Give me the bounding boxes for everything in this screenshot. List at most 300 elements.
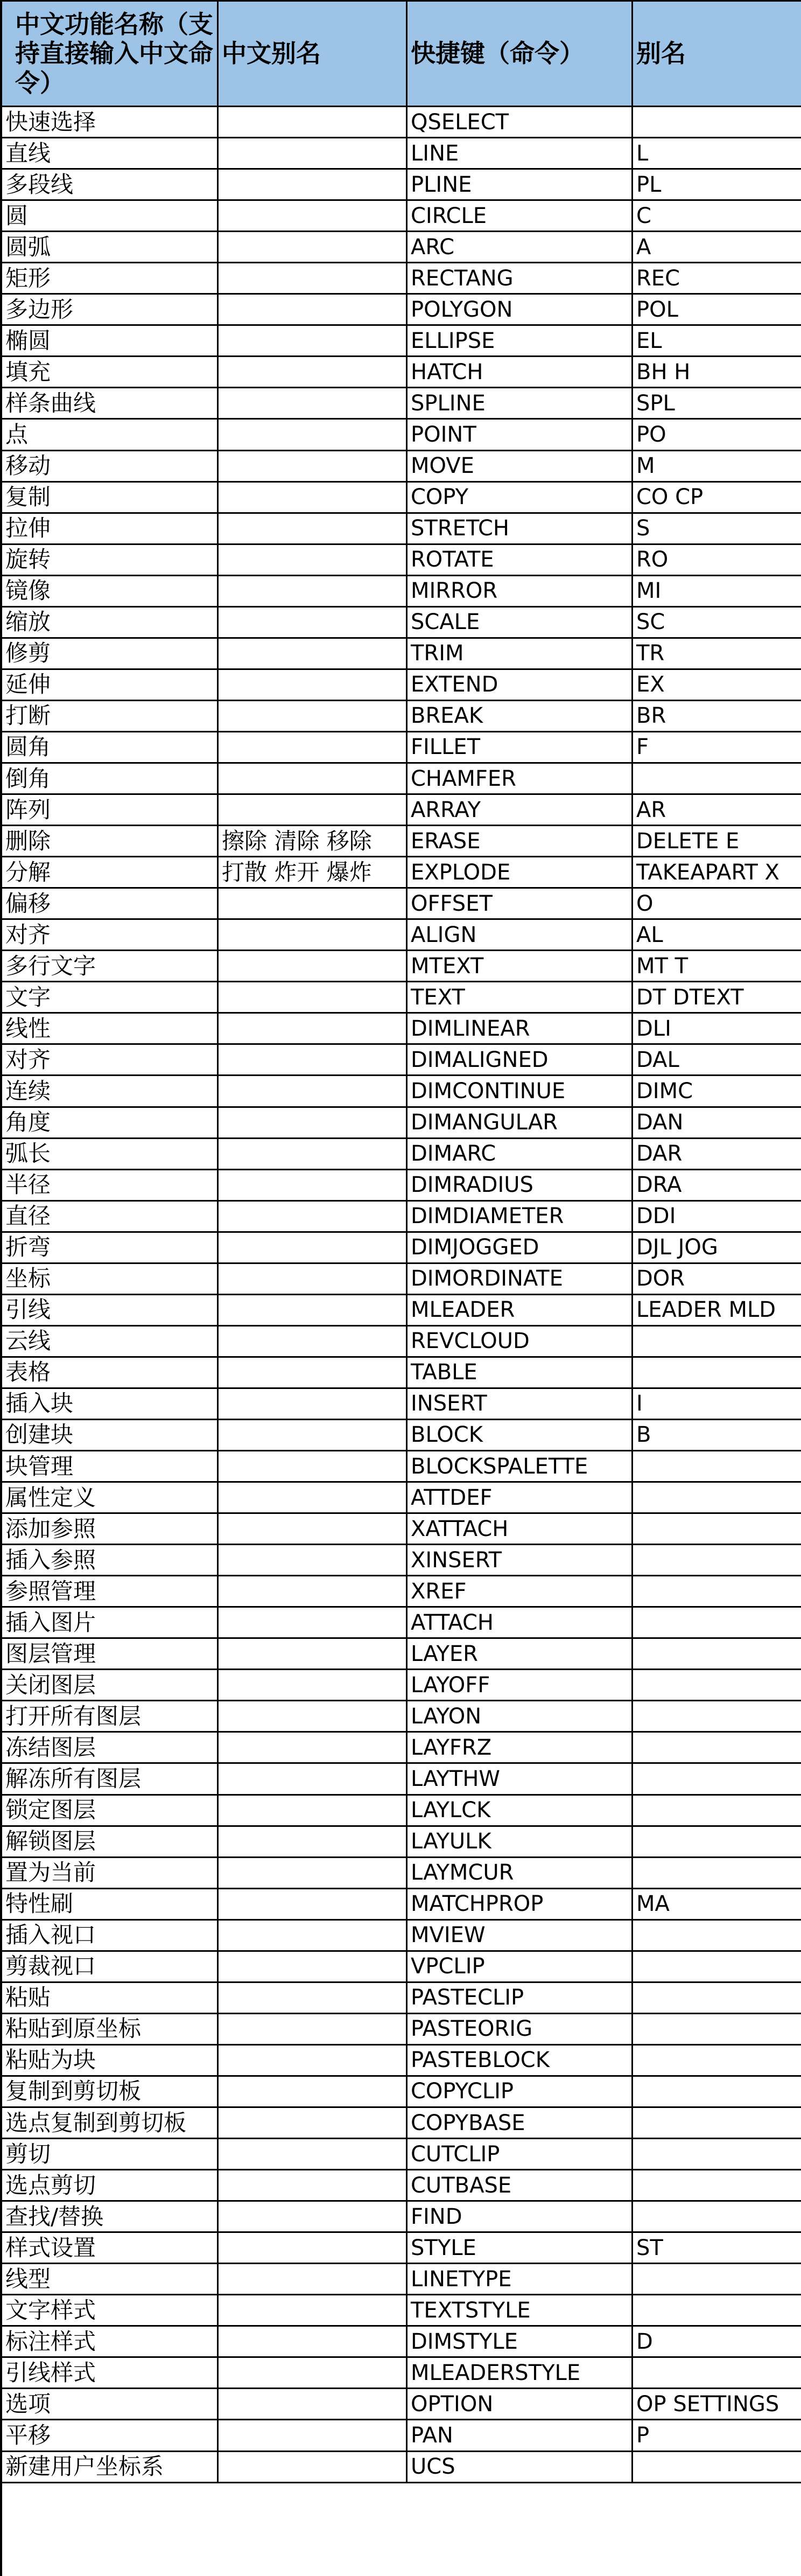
cell-command: LINE xyxy=(407,138,633,170)
cell-command: LAYON xyxy=(407,1701,633,1733)
cell-name: 半径 xyxy=(2,1170,219,1202)
cell-alias-cn xyxy=(219,2358,407,2389)
cell-command: ELLIPSE xyxy=(407,326,633,357)
cell-alias: DAL xyxy=(633,1045,801,1076)
cell-alias-cn xyxy=(219,1202,407,1233)
cell-command: QSELECT xyxy=(407,107,633,138)
cell-alias-cn xyxy=(219,420,407,451)
cell-name: 多行文字 xyxy=(2,951,219,982)
cell-alias-cn xyxy=(219,451,407,483)
cell-name: 角度 xyxy=(2,1108,219,1139)
cell-alias-cn xyxy=(219,670,407,701)
cell-command: INSERT xyxy=(407,1389,633,1420)
cell-name: 直线 xyxy=(2,138,219,170)
cell-command: COPYBASE xyxy=(407,2108,633,2139)
cell-alias-cn xyxy=(219,1701,407,1733)
cell-name: 移动 xyxy=(2,451,219,483)
cell-name: 插入视口 xyxy=(2,1921,219,1952)
cell-name: 文字样式 xyxy=(2,2295,219,2327)
cell-alias-cn xyxy=(219,2295,407,2327)
cell-alias-cn xyxy=(219,732,407,764)
cell-alias xyxy=(633,1514,801,1545)
cell-alias-cn xyxy=(219,1483,407,1514)
cell-alias-cn xyxy=(219,514,407,545)
cell-alias xyxy=(633,2295,801,2327)
cell-alias-cn xyxy=(219,1952,407,1983)
cell-alias-cn xyxy=(219,608,407,639)
cell-name: 多段线 xyxy=(2,170,219,201)
cell-command: MLEADERSTYLE xyxy=(407,2358,633,2389)
cell-command: LAYTHW xyxy=(407,1764,633,1795)
cell-alias: CO CP xyxy=(633,483,801,514)
cell-alias-cn xyxy=(219,1358,407,1389)
cell-name: 删除 xyxy=(2,826,219,857)
cell-command: REVCLOUD xyxy=(407,1327,633,1358)
header-alias: 别名 xyxy=(633,2,801,107)
cell-alias-cn xyxy=(219,701,407,732)
cell-command: ARRAY xyxy=(407,795,633,826)
cell-alias-cn: 打散 炸开 爆炸 xyxy=(219,857,407,889)
cell-name: 拉伸 xyxy=(2,514,219,545)
cell-command: PASTECLIP xyxy=(407,1983,633,2014)
cell-alias-cn xyxy=(219,2077,407,2108)
cell-alias-cn xyxy=(219,1670,407,1701)
cell-name: 弧长 xyxy=(2,1139,219,1170)
cell-name: 解锁图层 xyxy=(2,1827,219,1858)
cell-alias: AR xyxy=(633,795,801,826)
cell-command: SCALE xyxy=(407,608,633,639)
cell-command: LAYER xyxy=(407,1639,633,1670)
cell-alias: DIMC xyxy=(633,1076,801,1107)
cell-command: FILLET xyxy=(407,732,633,764)
cell-alias-cn xyxy=(219,2264,407,2295)
cell-alias-cn xyxy=(219,2233,407,2264)
cell-name: 粘贴 xyxy=(2,1983,219,2014)
cell-alias: POL xyxy=(633,295,801,326)
cell-name: 阵列 xyxy=(2,795,219,826)
cell-command: PLINE xyxy=(407,170,633,201)
cell-command: LAYOFF xyxy=(407,1670,633,1701)
cell-alias-cn xyxy=(219,1827,407,1858)
cell-alias: I xyxy=(633,1389,801,1420)
header-command: 快捷键（命令） xyxy=(407,2,633,107)
cell-alias-cn xyxy=(219,1796,407,1827)
cell-name: 修剪 xyxy=(2,639,219,670)
cell-alias-cn xyxy=(219,1733,407,1764)
cell-name: 样条曲线 xyxy=(2,388,219,420)
cell-name: 平移 xyxy=(2,2420,219,2452)
cell-name: 云线 xyxy=(2,1327,219,1358)
cell-name: 分解 xyxy=(2,857,219,889)
cell-alias xyxy=(633,1701,801,1733)
cell-alias-cn xyxy=(219,576,407,608)
cell-alias-cn xyxy=(219,2420,407,2452)
cell-name: 圆 xyxy=(2,201,219,232)
cell-command: COPYCLIP xyxy=(407,2077,633,2108)
cell-command: DIMORDINATE xyxy=(407,1264,633,1295)
cell-name: 快速选择 xyxy=(2,107,219,138)
cell-command: TEXT xyxy=(407,982,633,1014)
cell-alias: MI xyxy=(633,576,801,608)
cell-alias: TR xyxy=(633,639,801,670)
cell-alias-cn xyxy=(219,138,407,170)
cell-command: LAYFRZ xyxy=(407,1733,633,1764)
cell-name: 折弯 xyxy=(2,1233,219,1264)
cell-command: LAYLCK xyxy=(407,1796,633,1827)
cell-alias-cn xyxy=(219,1858,407,1889)
cell-command: OPTION xyxy=(407,2389,633,2420)
cell-name: 图层管理 xyxy=(2,1639,219,1670)
cell-alias: DAR xyxy=(633,1139,801,1170)
cell-command: LAYULK xyxy=(407,1827,633,1858)
cell-name: 选点复制到剪切板 xyxy=(2,2108,219,2139)
cell-alias: OP SETTINGS xyxy=(633,2389,801,2420)
cell-alias-cn xyxy=(219,1764,407,1795)
cell-alias: PO xyxy=(633,420,801,451)
cell-command: POLYGON xyxy=(407,295,633,326)
header-alias-cn: 中文别名 xyxy=(219,2,407,107)
cell-command: DIMRADIUS xyxy=(407,1170,633,1202)
cell-alias-cn xyxy=(219,1045,407,1076)
cell-alias-cn xyxy=(219,201,407,232)
cell-alias: MA xyxy=(633,1889,801,1921)
cell-alias xyxy=(633,1483,801,1514)
cell-name: 插入参照 xyxy=(2,1545,219,1576)
cell-alias xyxy=(633,1358,801,1389)
cell-command: SPLINE xyxy=(407,388,633,420)
cell-command: ROTATE xyxy=(407,545,633,576)
cell-alias xyxy=(633,2014,801,2046)
cell-command: LINETYPE xyxy=(407,2264,633,2295)
cell-alias: DJL JOG xyxy=(633,1233,801,1264)
cell-alias-cn xyxy=(219,263,407,295)
cell-alias-cn xyxy=(219,1576,407,1608)
cell-command: XREF xyxy=(407,1576,633,1608)
cell-alias: SPL xyxy=(633,388,801,420)
cell-alias-cn xyxy=(219,170,407,201)
cell-alias: D xyxy=(633,2327,801,2358)
cell-name: 剪切 xyxy=(2,2139,219,2170)
cell-name: 打开所有图层 xyxy=(2,1701,219,1733)
cell-name: 复制 xyxy=(2,483,219,514)
cell-command: CUTBASE xyxy=(407,2170,633,2202)
cell-alias: P xyxy=(633,2420,801,2452)
cell-alias-cn xyxy=(219,2202,407,2233)
cell-name: 解冻所有图层 xyxy=(2,1764,219,1795)
cell-alias-cn xyxy=(219,388,407,420)
cell-alias-cn xyxy=(219,2046,407,2077)
cell-alias: SC xyxy=(633,608,801,639)
cell-alias xyxy=(633,2108,801,2139)
cell-name: 镜像 xyxy=(2,576,219,608)
cell-alias: PL xyxy=(633,170,801,201)
cell-alias: B xyxy=(633,1420,801,1451)
cell-alias-cn xyxy=(219,1233,407,1264)
cell-name: 矩形 xyxy=(2,263,219,295)
cell-alias xyxy=(633,1733,801,1764)
cell-name: 插入图片 xyxy=(2,1608,219,1639)
cell-alias-cn xyxy=(219,1889,407,1921)
cell-alias: BR xyxy=(633,701,801,732)
cell-name: 点 xyxy=(2,420,219,451)
cell-name: 属性定义 xyxy=(2,1483,219,1514)
cell-name: 粘贴到原坐标 xyxy=(2,2014,219,2046)
cell-name: 创建块 xyxy=(2,1420,219,1451)
cell-name: 线型 xyxy=(2,2264,219,2295)
cell-alias-cn xyxy=(219,232,407,263)
cell-alias-cn xyxy=(219,2170,407,2202)
cell-name: 样式设置 xyxy=(2,2233,219,2264)
cell-alias xyxy=(633,2077,801,2108)
cell-name: 复制到剪切板 xyxy=(2,2077,219,2108)
cell-name: 选点剪切 xyxy=(2,2170,219,2202)
cell-name: 旋转 xyxy=(2,545,219,576)
cell-alias-cn xyxy=(219,1545,407,1576)
cell-alias-cn xyxy=(219,2327,407,2358)
cell-alias-cn xyxy=(219,889,407,920)
cell-name: 剪裁视口 xyxy=(2,1952,219,1983)
cell-command: ATTDEF xyxy=(407,1483,633,1514)
cell-alias-cn xyxy=(219,1327,407,1358)
cell-command: ALIGN xyxy=(407,920,633,951)
cell-alias: LEADER MLD xyxy=(633,1295,801,1327)
cell-name: 特性刷 xyxy=(2,1889,219,1921)
cell-command: STRETCH xyxy=(407,514,633,545)
cell-alias-cn xyxy=(219,2139,407,2170)
cell-alias xyxy=(633,2139,801,2170)
cell-command: MTEXT xyxy=(407,951,633,982)
cell-alias: O xyxy=(633,889,801,920)
cell-alias xyxy=(633,2046,801,2077)
cell-name: 延伸 xyxy=(2,670,219,701)
cell-name: 文字 xyxy=(2,982,219,1014)
cell-command: BLOCK xyxy=(407,1420,633,1451)
cell-alias: DOR xyxy=(633,1264,801,1295)
cell-command: BREAK xyxy=(407,701,633,732)
cell-name: 偏移 xyxy=(2,889,219,920)
cell-alias: DAN xyxy=(633,1108,801,1139)
cell-name: 粘贴为块 xyxy=(2,2046,219,2077)
cell-alias-cn xyxy=(219,2108,407,2139)
cell-alias xyxy=(633,2358,801,2389)
cell-command: HATCH xyxy=(407,357,633,388)
cell-alias xyxy=(633,1764,801,1795)
cell-alias-cn xyxy=(219,2389,407,2420)
cell-alias-cn xyxy=(219,1076,407,1107)
cell-command: CUTCLIP xyxy=(407,2139,633,2170)
cell-alias: BH H xyxy=(633,357,801,388)
cell-alias xyxy=(633,1952,801,1983)
cell-name: 查找/替换 xyxy=(2,2202,219,2233)
cell-alias: REC xyxy=(633,263,801,295)
cell-alias-cn xyxy=(219,1295,407,1327)
cell-command: DIMJOGGED xyxy=(407,1233,633,1264)
cell-alias xyxy=(633,2264,801,2295)
cell-command: TEXTSTYLE xyxy=(407,2295,633,2327)
cell-alias: ST xyxy=(633,2233,801,2264)
cell-name: 连续 xyxy=(2,1076,219,1107)
cell-alias xyxy=(633,2170,801,2202)
cell-name: 标注样式 xyxy=(2,2327,219,2358)
cell-command: LAYMCUR xyxy=(407,1858,633,1889)
cell-name: 倒角 xyxy=(2,764,219,795)
cell-command: COPY xyxy=(407,483,633,514)
cell-alias: EX xyxy=(633,670,801,701)
cell-alias-cn xyxy=(219,483,407,514)
cell-alias: DRA xyxy=(633,1170,801,1202)
cell-alias: MT T xyxy=(633,951,801,982)
cell-alias: A xyxy=(633,232,801,263)
cell-alias xyxy=(633,1858,801,1889)
cell-command: UCS xyxy=(407,2452,633,2483)
cell-alias xyxy=(633,1827,801,1858)
cell-command: DIMLINEAR xyxy=(407,1014,633,1045)
cell-alias xyxy=(633,2452,801,2483)
cell-command: EXTEND xyxy=(407,670,633,701)
cell-alias-cn xyxy=(219,295,407,326)
cell-command: MLEADER xyxy=(407,1295,633,1327)
cell-alias-cn xyxy=(219,1451,407,1483)
cell-alias-cn xyxy=(219,357,407,388)
cell-name: 圆弧 xyxy=(2,232,219,263)
cell-alias-cn xyxy=(219,1921,407,1952)
cell-command: OFFSET xyxy=(407,889,633,920)
cell-alias-cn xyxy=(219,1108,407,1139)
cell-name: 引线 xyxy=(2,1295,219,1327)
cell-command: STYLE xyxy=(407,2233,633,2264)
cell-alias xyxy=(633,1608,801,1639)
cell-alias-cn xyxy=(219,764,407,795)
cell-alias-cn xyxy=(219,1608,407,1639)
cell-alias xyxy=(633,764,801,795)
cell-command: XATTACH xyxy=(407,1514,633,1545)
cell-command: DIMDIAMETER xyxy=(407,1202,633,1233)
cell-alias xyxy=(633,1545,801,1576)
cell-alias xyxy=(633,1327,801,1358)
cell-command: MOVE xyxy=(407,451,633,483)
cell-alias-cn xyxy=(219,982,407,1014)
cell-name: 锁定图层 xyxy=(2,1796,219,1827)
cell-alias-cn: 擦除 清除 移除 xyxy=(219,826,407,857)
cell-name: 插入块 xyxy=(2,1389,219,1420)
cell-command: POINT xyxy=(407,420,633,451)
cell-name: 对齐 xyxy=(2,1045,219,1076)
cell-alias-cn xyxy=(219,1983,407,2014)
cell-name: 置为当前 xyxy=(2,1858,219,1889)
cell-command: VPCLIP xyxy=(407,1952,633,1983)
cell-alias-cn xyxy=(219,795,407,826)
cell-alias: DELETE E xyxy=(633,826,801,857)
cell-alias: M xyxy=(633,451,801,483)
cell-alias xyxy=(633,1639,801,1670)
cell-alias xyxy=(633,107,801,138)
cell-alias: EL xyxy=(633,326,801,357)
cell-alias-cn xyxy=(219,1139,407,1170)
cell-name: 参照管理 xyxy=(2,1576,219,1608)
cell-alias: DDI xyxy=(633,1202,801,1233)
cell-alias-cn xyxy=(219,920,407,951)
cell-name: 缩放 xyxy=(2,608,219,639)
cell-command: DIMALIGNED xyxy=(407,1045,633,1076)
cell-alias-cn xyxy=(219,639,407,670)
cell-alias: DT DTEXT xyxy=(633,982,801,1014)
cell-alias-cn xyxy=(219,1639,407,1670)
cell-name: 多边形 xyxy=(2,295,219,326)
cell-name: 直径 xyxy=(2,1202,219,1233)
cell-alias: S xyxy=(633,514,801,545)
cell-alias-cn xyxy=(219,1389,407,1420)
cell-command: CIRCLE xyxy=(407,201,633,232)
cell-command: EXPLODE xyxy=(407,857,633,889)
cell-command: MIRROR xyxy=(407,576,633,608)
cell-name: 填充 xyxy=(2,357,219,388)
cell-alias-cn xyxy=(219,951,407,982)
cell-alias: DLI xyxy=(633,1014,801,1045)
cell-command: TRIM xyxy=(407,639,633,670)
cell-alias-cn xyxy=(219,1264,407,1295)
cell-alias-cn xyxy=(219,1014,407,1045)
cell-alias xyxy=(633,1451,801,1483)
cell-name: 新建用户坐标系 xyxy=(2,2452,219,2483)
cell-command: RECTANG xyxy=(407,263,633,295)
cell-name: 椭圆 xyxy=(2,326,219,357)
cell-command: ARC xyxy=(407,232,633,263)
cell-command: MVIEW xyxy=(407,1921,633,1952)
cell-name: 添加参照 xyxy=(2,1514,219,1545)
cell-name: 线性 xyxy=(2,1014,219,1045)
cell-alias xyxy=(633,2202,801,2233)
cell-alias: RO xyxy=(633,545,801,576)
cell-command: PASTEORIG xyxy=(407,2014,633,2046)
cell-name: 表格 xyxy=(2,1358,219,1389)
cell-alias-cn xyxy=(219,2452,407,2483)
cell-command: PASTEBLOCK xyxy=(407,2046,633,2077)
cell-command: ERASE xyxy=(407,826,633,857)
cell-command: XINSERT xyxy=(407,1545,633,1576)
cell-command: CHAMFER xyxy=(407,764,633,795)
cell-command: ATTACH xyxy=(407,1608,633,1639)
header-name: 中文功能名称（支持直接输入中文命令） xyxy=(2,2,219,107)
cell-alias-cn xyxy=(219,1420,407,1451)
cell-alias xyxy=(633,1670,801,1701)
cell-alias-cn xyxy=(219,2014,407,2046)
cell-name: 冻结图层 xyxy=(2,1733,219,1764)
cell-alias xyxy=(633,1796,801,1827)
cell-alias-cn xyxy=(219,545,407,576)
cell-alias xyxy=(633,1576,801,1608)
cell-alias: AL xyxy=(633,920,801,951)
cell-alias: C xyxy=(633,201,801,232)
cell-alias xyxy=(633,1983,801,2014)
cell-name: 对齐 xyxy=(2,920,219,951)
cell-name: 打断 xyxy=(2,701,219,732)
cell-name: 坐标 xyxy=(2,1264,219,1295)
cell-command: MATCHPROP xyxy=(407,1889,633,1921)
cell-alias: TAKEAPART X xyxy=(633,857,801,889)
cell-command: DIMANGULAR xyxy=(407,1108,633,1139)
cell-command: DIMCONTINUE xyxy=(407,1076,633,1107)
cell-alias-cn xyxy=(219,1170,407,1202)
cell-alias: F xyxy=(633,732,801,764)
cell-name: 块管理 xyxy=(2,1451,219,1483)
cell-command: PAN xyxy=(407,2420,633,2452)
cell-name: 圆角 xyxy=(2,732,219,764)
cell-alias: L xyxy=(633,138,801,170)
cell-command: DIMSTYLE xyxy=(407,2327,633,2358)
cell-command: FIND xyxy=(407,2202,633,2233)
cell-name: 选项 xyxy=(2,2389,219,2420)
cell-alias xyxy=(633,1921,801,1952)
